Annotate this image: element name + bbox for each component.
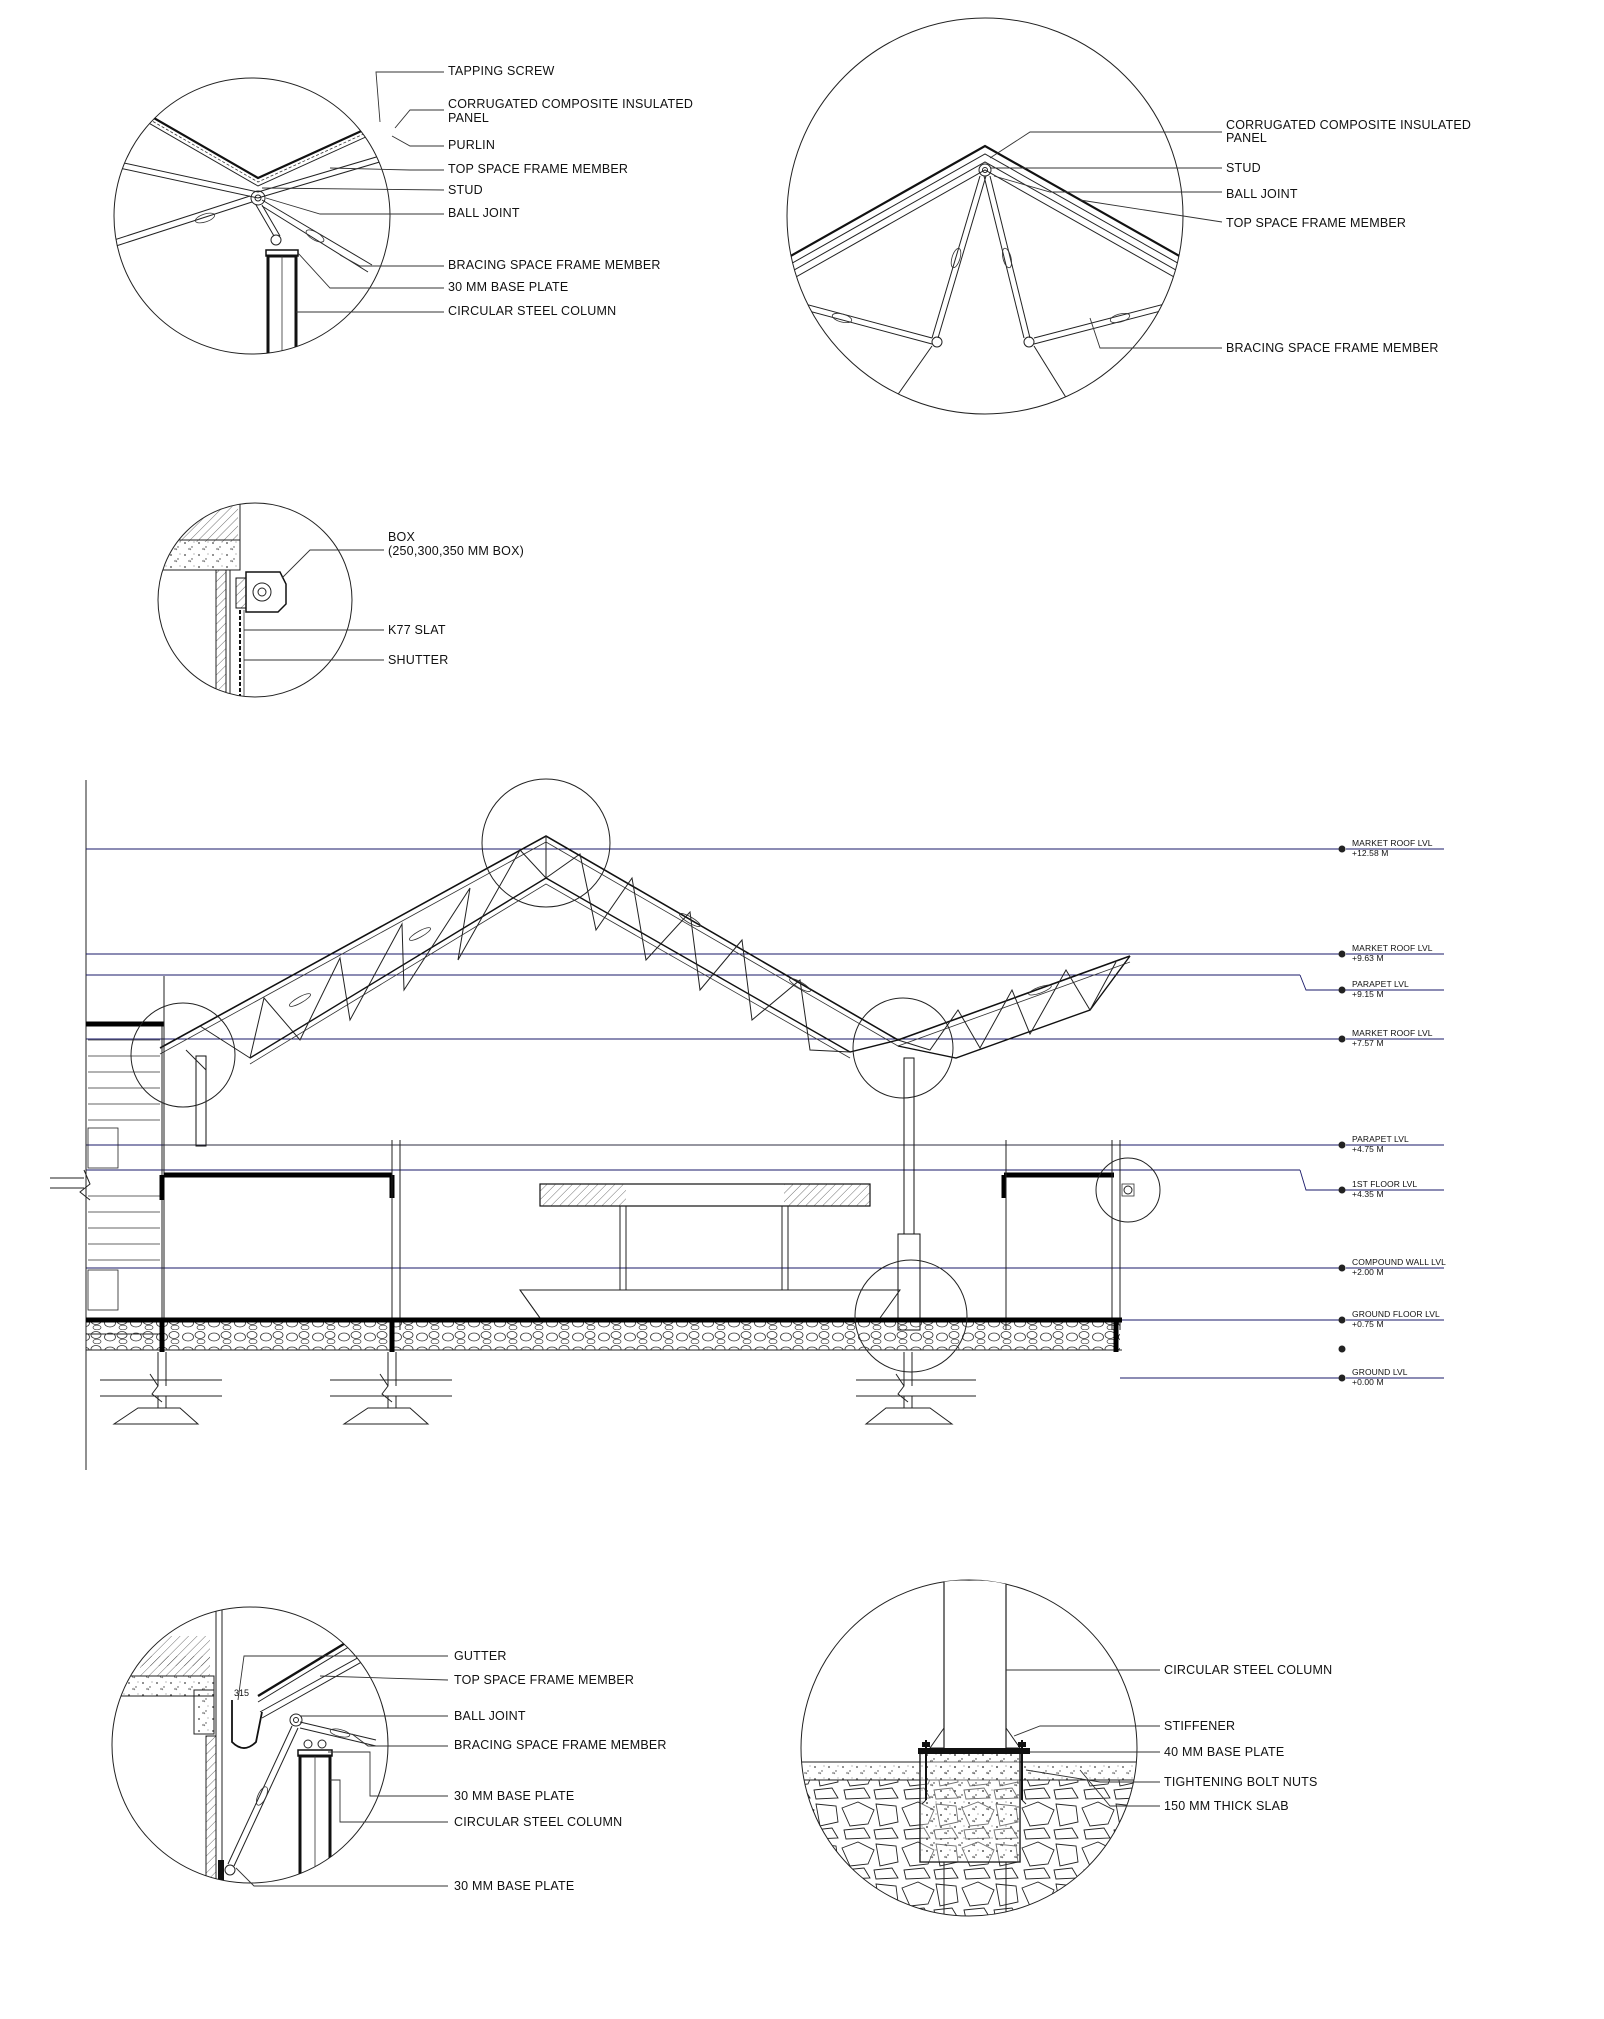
label-ball-joint: BALL JOINT xyxy=(1226,187,1298,201)
label-box-sizes: (250,300,350 MM BOX) xyxy=(388,544,525,558)
level-marker xyxy=(1339,1367,1445,1387)
level-name: PARAPET LVL xyxy=(1352,979,1409,989)
label-bracing-member: BRACING SPACE FRAME MEMBER xyxy=(454,1738,667,1752)
label-bracing-member: BRACING SPACE FRAME MEMBER xyxy=(448,258,661,272)
level-name: MARKET ROOF LVL xyxy=(1352,1028,1433,1038)
detail-gutter xyxy=(110,1600,667,1900)
level-value: +4.75 M xyxy=(1352,1144,1384,1154)
level-value: +12.58 M xyxy=(1352,848,1389,858)
label-box: BOX xyxy=(388,530,415,544)
level-value: +9.15 M xyxy=(1352,989,1384,999)
building-section xyxy=(50,779,1446,1470)
detail-ref-gutter xyxy=(131,1003,235,1107)
level-value: +9.63 M xyxy=(1352,953,1384,963)
gutter-dimension: 315 xyxy=(234,1688,250,1698)
label-stiffener: STIFFENER xyxy=(1164,1719,1236,1733)
level-marker xyxy=(1339,838,1445,858)
detail-roof-eave xyxy=(110,64,693,366)
level-name: PARAPET LVL xyxy=(1352,1134,1409,1144)
stall-canopy xyxy=(520,1184,900,1318)
detail-ref-shutter xyxy=(1096,1158,1160,1222)
level-value: +0.75 M xyxy=(1352,1319,1384,1329)
label-corrugated-panel: CORRUGATED COMPOSITE INSULATED xyxy=(1226,118,1472,132)
level-marker xyxy=(1339,943,1445,963)
label-stud: STUD xyxy=(1226,161,1261,175)
label-k77-slat: K77 SLAT xyxy=(388,623,446,637)
level-name: GROUND LVL xyxy=(1352,1367,1408,1377)
label-slab: 150 MM THICK SLAB xyxy=(1164,1799,1289,1813)
level-value: +0.00 M xyxy=(1352,1377,1384,1387)
footings xyxy=(100,1352,976,1424)
label-corrugated-panel: CORRUGATED COMPOSITE INSULATED xyxy=(448,97,694,111)
level-marker xyxy=(1339,1257,1447,1277)
left-building xyxy=(50,976,164,1334)
label-panel: PANEL xyxy=(448,111,490,125)
label-stud: STUD xyxy=(448,183,483,197)
detail-ridge xyxy=(780,18,1471,420)
detail-column-base xyxy=(790,1580,1332,1920)
label-base-plate-lower: 30 MM BASE PLATE xyxy=(454,1879,575,1893)
level-name: COMPOUND WALL LVL xyxy=(1352,1257,1446,1267)
label-purlin: PURLIN xyxy=(448,138,496,152)
label-circular-column: CIRCULAR STEEL COLUMN xyxy=(448,304,617,318)
label-circular-column: CIRCULAR STEEL COLUMN xyxy=(454,1815,623,1829)
label-ball-joint: BALL JOINT xyxy=(454,1709,526,1723)
level-marker xyxy=(1300,975,1444,999)
label-top-space-frame: TOP SPACE FRAME MEMBER xyxy=(454,1673,635,1687)
label-top-space-frame: TOP SPACE FRAME MEMBER xyxy=(448,162,629,176)
level-marker xyxy=(1300,1170,1444,1199)
level-name: GROUND FLOOR LVL xyxy=(1352,1309,1440,1319)
label-bolt-nuts: TIGHTENING BOLT NUTS xyxy=(1164,1775,1318,1789)
level-name: MARKET ROOF LVL xyxy=(1352,838,1433,848)
level-marker xyxy=(1339,1309,1445,1329)
label-base-plate: 30 MM BASE PLATE xyxy=(454,1789,575,1803)
level-markers xyxy=(1300,838,1446,1387)
label-bracing-member: BRACING SPACE FRAME MEMBER xyxy=(1226,341,1439,355)
level-value: +2.00 M xyxy=(1352,1267,1384,1277)
label-shutter: SHUTTER xyxy=(388,653,449,667)
level-name: 1ST FLOOR LVL xyxy=(1352,1179,1418,1189)
detail-shutter-box xyxy=(150,490,524,710)
detail-circle xyxy=(787,18,1183,414)
level-marker xyxy=(1339,1028,1445,1048)
label-top-space-frame: TOP SPACE FRAME MEMBER xyxy=(1226,216,1407,230)
level-value: +7.57 M xyxy=(1352,1038,1384,1048)
label-ball-joint: BALL JOINT xyxy=(448,206,520,220)
level-value: +4.35 M xyxy=(1352,1189,1384,1199)
label-base-plate: 40 MM BASE PLATE xyxy=(1164,1745,1285,1759)
label-panel: PANEL xyxy=(1226,131,1268,145)
label-base-plate: 30 MM BASE PLATE xyxy=(448,280,569,294)
level-marker xyxy=(1339,1134,1445,1154)
label-gutter: GUTTER xyxy=(454,1649,507,1663)
label-circular-column: CIRCULAR STEEL COLUMN xyxy=(1164,1663,1333,1677)
space-frame-truss xyxy=(160,836,1130,1064)
detail-ref-column-base xyxy=(855,1260,967,1372)
level-name: MARKET ROOF LVL xyxy=(1352,943,1433,953)
level-lines xyxy=(86,849,1340,1378)
label-tapping-screw: TAPPING SCREW xyxy=(448,64,555,78)
